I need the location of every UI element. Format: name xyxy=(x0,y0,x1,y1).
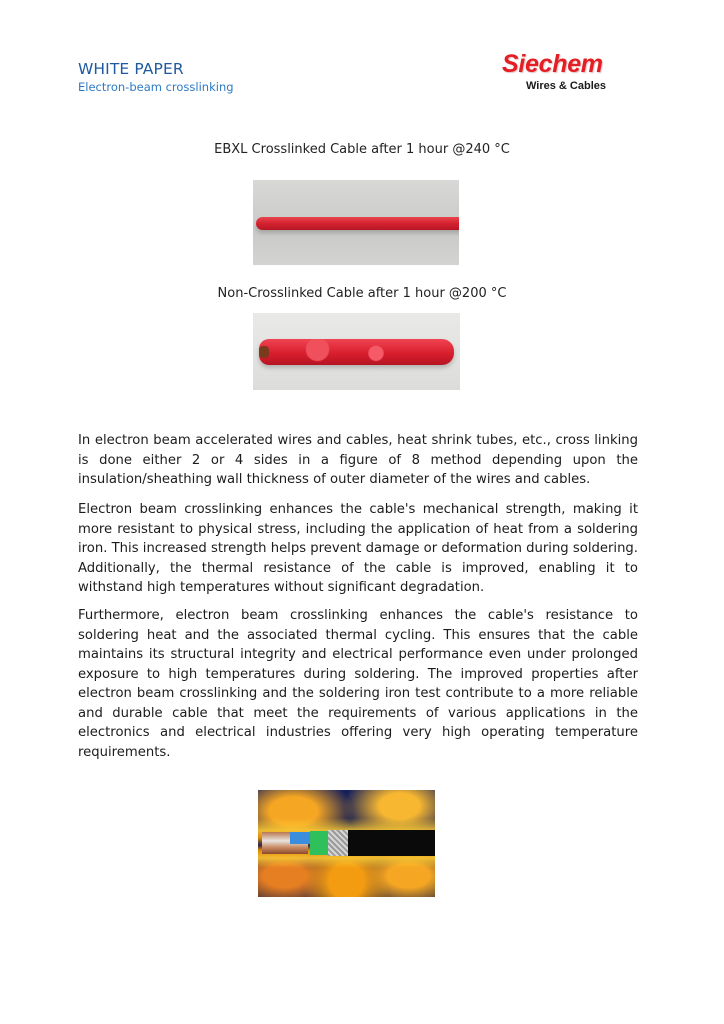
cable-blue-insulation xyxy=(290,832,310,844)
figure-caption-non-crosslinked: Non-Crosslinked Cable after 1 hour @200 °C xyxy=(217,286,507,301)
exposed-conductor-tip xyxy=(259,346,269,358)
cable-jacket xyxy=(348,830,435,856)
logo-brand-name: Siechem xyxy=(502,50,603,78)
body-paragraph-2: Electron beam crosslinking enhances the cable's mechanical strength, making it more resistant to physical stress, including the application of heat from a soldering iron. This increased strength helps prevent damage or deformation during soldering. Additionally, the thermal resistance of the cable is improved, enabling it to withstand high temperatures without significant degradation. xyxy=(78,502,638,595)
document-title: WHITE PAPER xyxy=(78,60,184,78)
body-paragraph-3: Furthermore, electron beam crosslinking enhances the cable's resistance to soldering heat and the associated thermal cycling. This ensures that the cable maintains its structural integrity and electrical performance even under prolonged exposure to high temperatures during soldering. The improved properties after electron beam crosslinking and the soldering iron test contribute to a more reliable and durable cable that meet the requirements of various applications in the electronics and electrical industries offering very high operating temperature requirements. xyxy=(78,608,638,760)
non-crosslinked-cable-photo xyxy=(253,313,460,390)
cable-green-layer xyxy=(310,831,328,855)
company-logo xyxy=(496,50,636,98)
red-cable-intact xyxy=(256,217,459,230)
logo-tagline: Wires & Cables xyxy=(526,80,606,92)
red-cable-deformed xyxy=(259,339,454,365)
body-paragraph-1: In electron beam accelerated wires and cables, heat shrink tubes, etc., cross linking is done either 2 or 4 sides in a figure of 8 method depending upon the insulation/sheathing wall thickness of outer diameter of the wires and cables. xyxy=(78,433,638,487)
figure-caption-crosslinked: EBXL Crosslinked Cable after 1 hour @240 °C xyxy=(214,142,510,157)
cable-in-flames-image xyxy=(258,790,435,897)
document-subtitle: Electron-beam crosslinking xyxy=(78,80,234,94)
cable-braid-shield xyxy=(328,830,348,856)
crosslinked-cable-photo xyxy=(253,180,459,265)
